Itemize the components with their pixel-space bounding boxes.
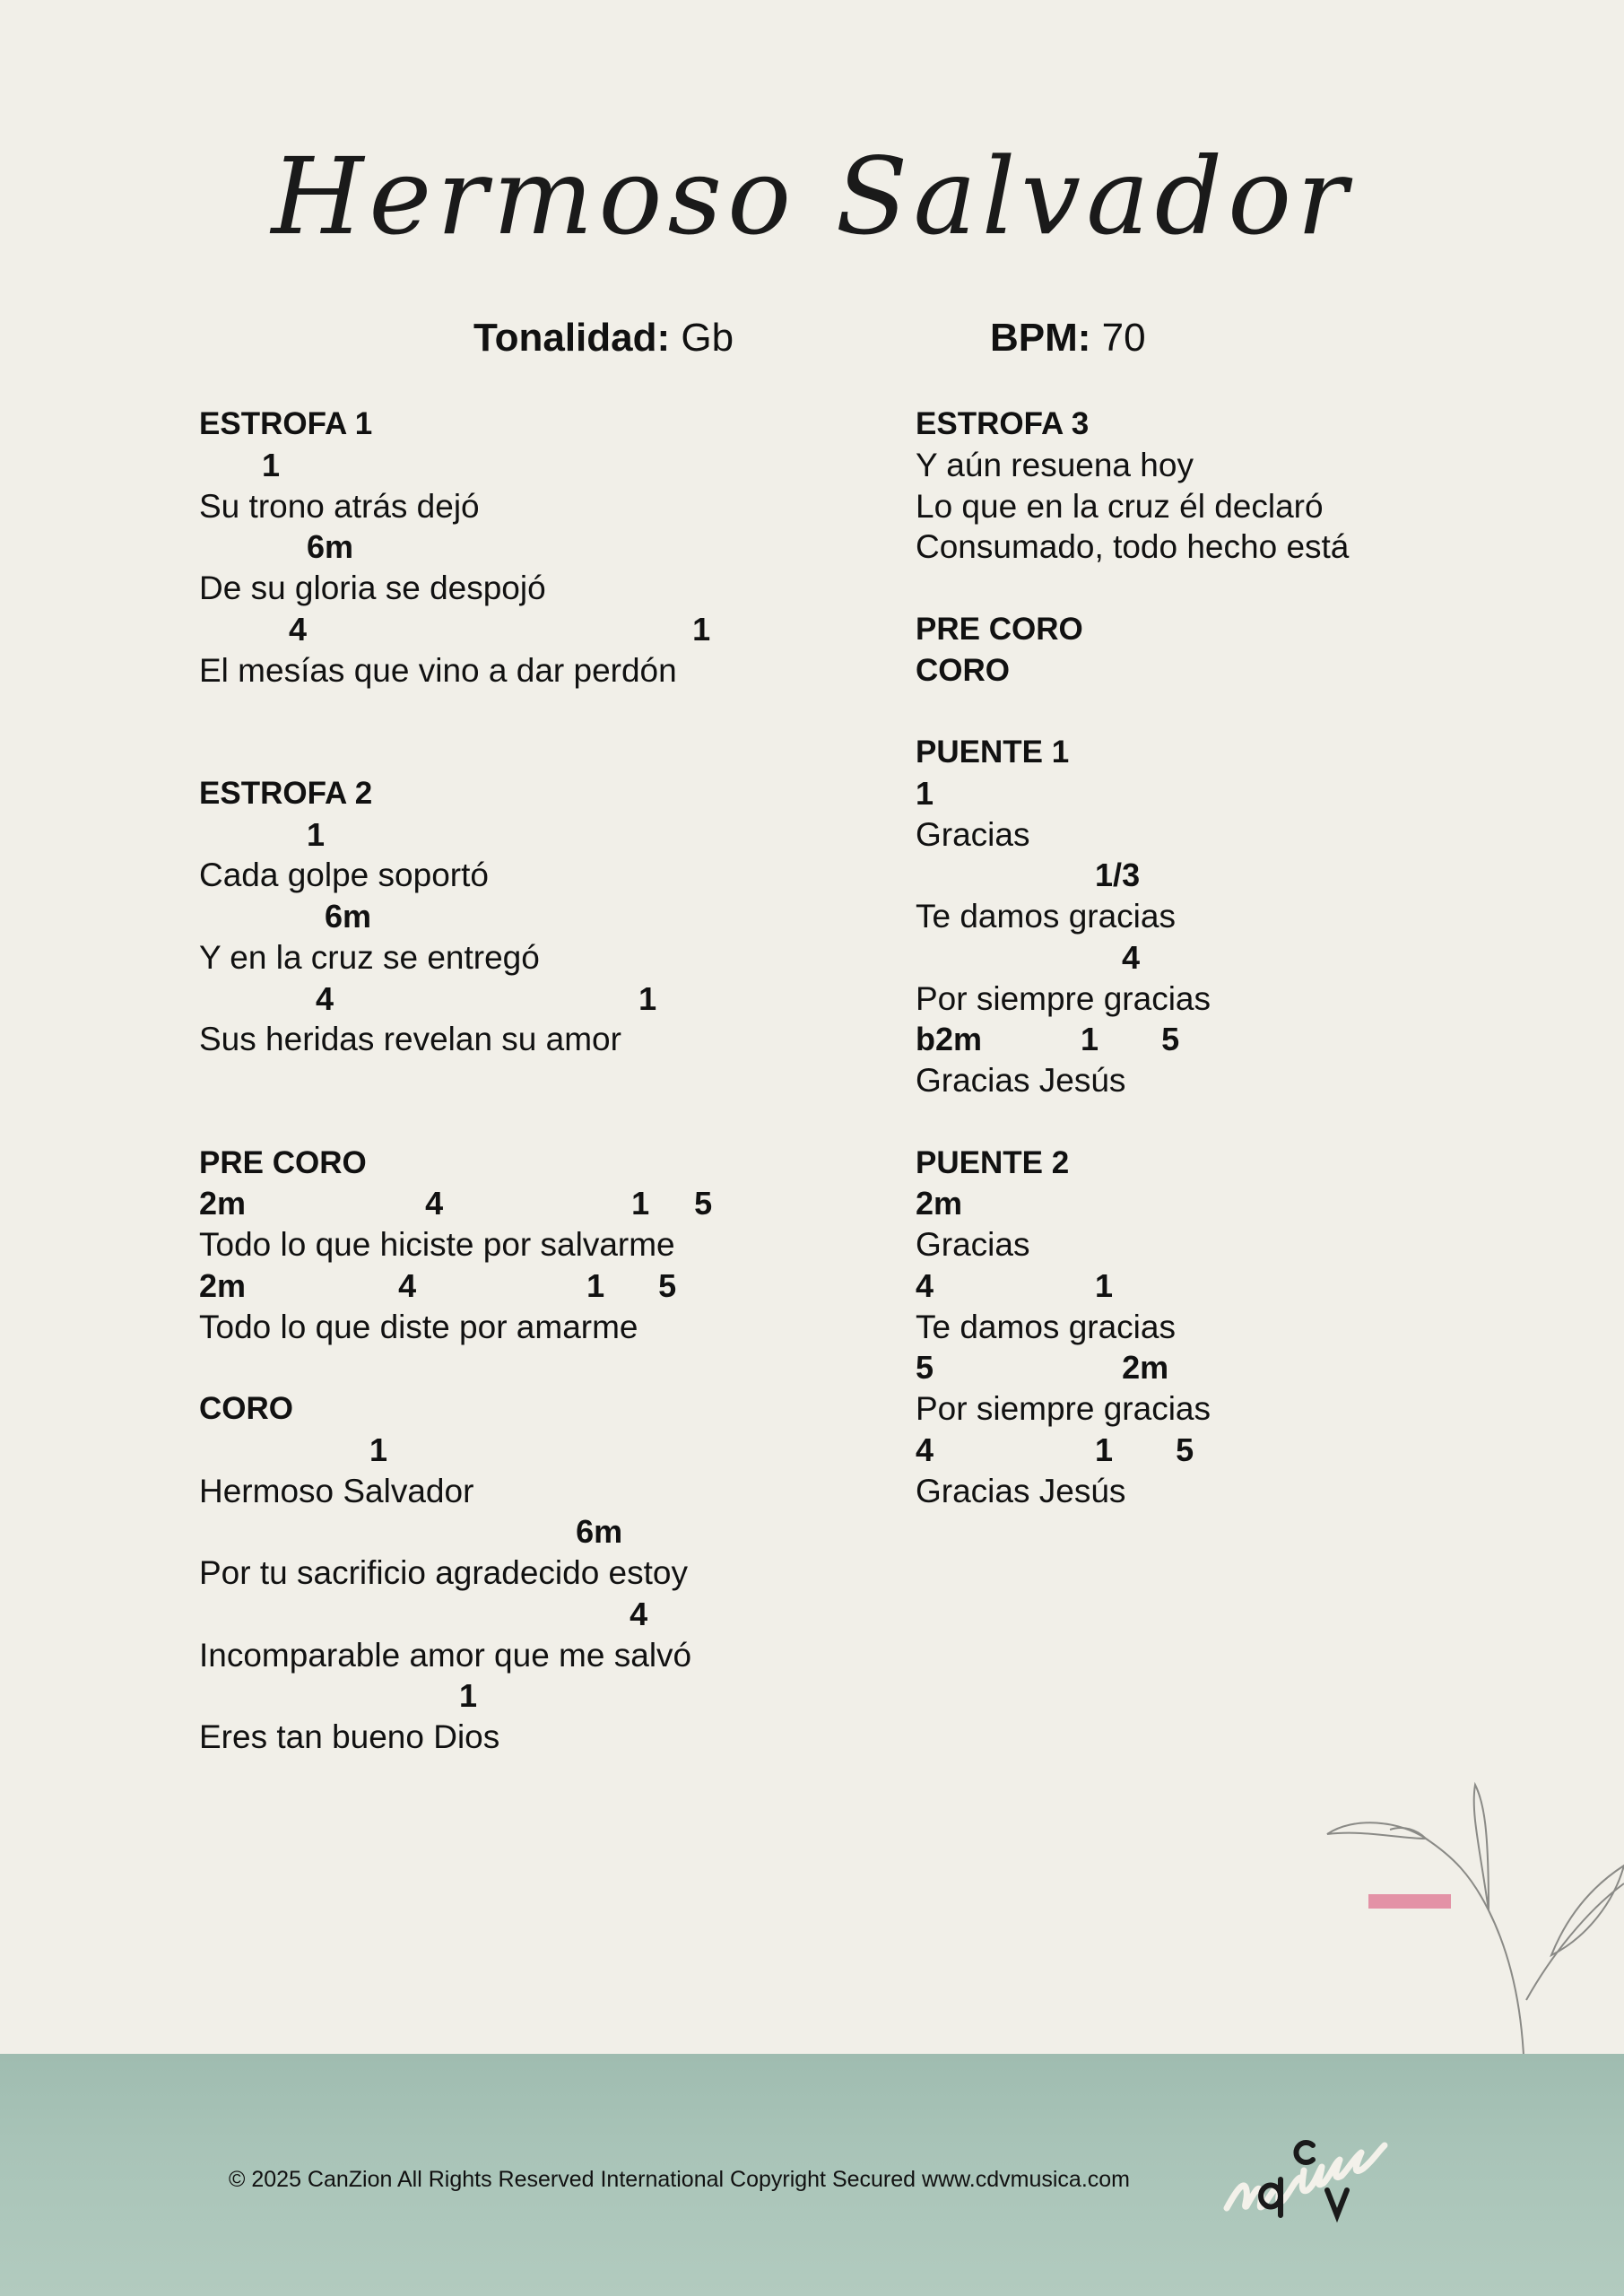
section-header: PUENTE 2 (916, 1144, 1070, 1180)
key-info (473, 316, 734, 361)
lyric-line: Te damos gracias (916, 898, 1176, 935)
chord-line: 4 1 (199, 979, 657, 1017)
musica-script-mark (1227, 2145, 1385, 2208)
blank-line (199, 1347, 712, 1388)
chord-line: 4 1 (199, 610, 711, 648)
blank-line (199, 1101, 712, 1143)
lyric-line: Hermoso Salvador (199, 1472, 474, 1509)
lyric-line: Todo lo que hiciste por salvarme (199, 1226, 675, 1263)
lyric-line: Todo lo que diste por amarme (199, 1308, 638, 1345)
section-header: PRE CORO (199, 1144, 367, 1180)
chord-line: 1 (199, 815, 326, 853)
section-header: PRE CORO (916, 611, 1083, 647)
copyright-text: © 2025 CanZion All Rights Reserved International Copyright Secured www.cdvmusica.com (229, 2167, 1131, 2192)
lyric-line: Gracias (916, 1226, 1030, 1263)
lyric-line: Por siempre gracias (916, 979, 1211, 1017)
section-header: PUENTE 1 (916, 735, 1070, 770)
lyric-line: De su gloria se despojó (199, 570, 546, 606)
bpm-value: 70 (1101, 316, 1146, 360)
lyric-line: Te damos gracias (916, 1308, 1176, 1345)
chord-line: 4 1 (916, 1266, 1114, 1304)
blank-line (916, 691, 1349, 732)
lyric-line: Sus heridas revelan su amor (199, 1021, 621, 1058)
blank-line (199, 1060, 712, 1101)
blank-line (199, 691, 712, 732)
key-value: Gb (681, 316, 734, 360)
lyric-line: Gracias Jesús (916, 1472, 1126, 1509)
chord-line: 1/3 (916, 857, 1141, 894)
lyric-line: Por tu sacrificio agradecido estoy (199, 1554, 688, 1591)
chord-line: 4 1 5 (916, 1431, 1194, 1468)
chord-line: 1 (199, 1677, 478, 1715)
key-label: Tonalidad: (473, 316, 671, 360)
song-title: Hermoso Salvador (271, 135, 1353, 258)
cdv-musica-logo (1220, 2126, 1399, 2224)
chord-line: 4 (916, 938, 1141, 976)
chord-line: 1 (199, 446, 281, 483)
right-column (916, 404, 1349, 1511)
chord-line: 1 (916, 774, 934, 812)
section-header: CORO (916, 652, 1010, 688)
section-header: ESTROFA 1 (199, 406, 373, 441)
bpm-info (990, 316, 1146, 361)
chord-line: 4 (199, 1595, 648, 1632)
lyric-line: Cada golpe soportó (199, 857, 489, 894)
blank-line (916, 568, 1349, 609)
lyric-line: Y aún resuena hoy (916, 446, 1194, 483)
pink-highlight-mark (1368, 1894, 1451, 1909)
lyric-line: Lo que en la cruz él declaró (916, 487, 1324, 525)
bpm-label: BPM: (990, 316, 1091, 360)
lyric-line: Gracias Jesús (916, 1062, 1126, 1099)
chord-line: 2m 4 1 5 (199, 1185, 713, 1222)
chord-line: b2m 1 5 (916, 1021, 1180, 1058)
logo-letter-v (1327, 2190, 1347, 2215)
lyric-line: Y en la cruz se entregó (199, 938, 540, 976)
lyric-line: Incomparable amor que me salvó (199, 1636, 692, 1674)
blank-line (916, 1101, 1349, 1143)
lyric-line: Su trono atrás dejó (199, 487, 480, 525)
lyric-line: Consumado, todo hecho está (916, 528, 1350, 566)
lyric-line: El mesías que vino a dar perdón (199, 651, 677, 689)
logo-letter-c (1296, 2143, 1313, 2162)
section-header: ESTROFA 3 (916, 406, 1090, 441)
chord-line: 6m (199, 1513, 623, 1551)
chord-line: 5 2m (916, 1349, 1169, 1387)
chord-line: 6m (199, 898, 372, 935)
blank-line (199, 732, 712, 773)
section-header: ESTROFA 2 (199, 775, 373, 811)
chord-line: 2m (916, 1185, 963, 1222)
lyric-line: Por siempre gracias (916, 1390, 1211, 1427)
left-column (199, 404, 712, 1758)
section-header: CORO (199, 1391, 293, 1426)
chord-line: 1 (199, 1431, 388, 1468)
chord-line: 2m 4 1 5 (199, 1266, 677, 1304)
lyric-line: Gracias (916, 815, 1030, 853)
chord-line: 6m (199, 528, 354, 566)
lyric-line: Eres tan bueno Dios (199, 1718, 500, 1755)
